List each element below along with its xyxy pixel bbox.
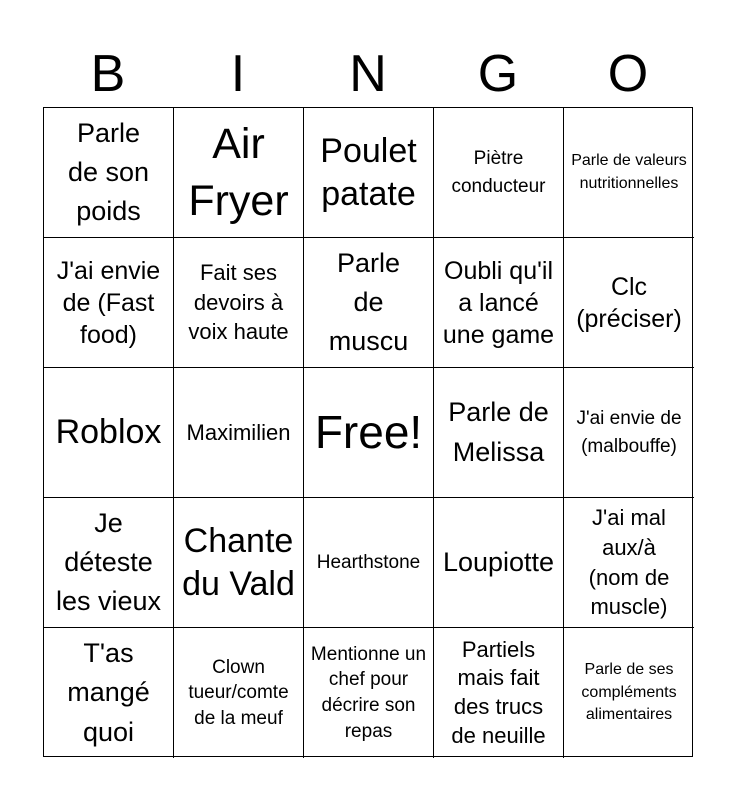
bingo-cell[interactable] xyxy=(44,238,174,368)
cell-text: T'as mangé quoi xyxy=(67,638,150,747)
bingo-cell[interactable] xyxy=(44,108,174,238)
bingo-cell[interactable] xyxy=(434,368,564,498)
cell-text: Parle de valeurs nutritionnelles xyxy=(571,152,687,192)
bingo-cell[interactable] xyxy=(304,628,434,758)
free-cell[interactable] xyxy=(304,368,434,498)
cell-text: Oubli qu'il a lancé une game xyxy=(442,256,555,349)
bingo-cell[interactable] xyxy=(434,498,564,628)
cell-text: J'ai envie de (malbouffe) xyxy=(576,407,682,457)
free-text: Free! xyxy=(314,406,423,459)
bingo-cell[interactable] xyxy=(564,498,694,628)
bingo-grid xyxy=(43,107,693,757)
header-letter-g: G xyxy=(477,45,519,103)
bingo-cell[interactable] xyxy=(434,108,564,238)
cell-text: Maximilien xyxy=(186,419,291,445)
bingo-cell[interactable] xyxy=(434,628,564,758)
bingo-cell[interactable] xyxy=(174,628,304,758)
bingo-cell[interactable] xyxy=(44,628,174,758)
cell-text: Loupiotte xyxy=(442,546,555,577)
bingo-cell[interactable] xyxy=(174,108,304,238)
cell-text: Poulet patate xyxy=(320,132,417,213)
header-letter-n: N xyxy=(349,45,387,103)
bingo-cell[interactable] xyxy=(304,498,434,628)
cell-text: J'ai mal aux/à (nom de muscle) xyxy=(588,504,670,620)
cell-text: Roblox xyxy=(55,413,162,452)
bingo-cell[interactable] xyxy=(564,238,694,368)
bingo-cell[interactable] xyxy=(44,498,174,628)
cell-text: Air Fryer xyxy=(188,119,289,225)
cell-text: Hearthstone xyxy=(316,551,421,573)
cell-text: Parle de son poids xyxy=(67,117,150,227)
cell-text: Parle de Melissa xyxy=(448,397,549,467)
header-letter-i: I xyxy=(230,45,246,103)
bingo-cell[interactable] xyxy=(304,108,434,238)
cell-text: Chante du Vald xyxy=(182,522,295,603)
cell-text: Partiels mais fait des trucs de neuille xyxy=(451,636,546,748)
bingo-cell[interactable] xyxy=(564,108,694,238)
cell-text: Clc (préciser) xyxy=(576,272,682,333)
cell-text: Mentionne un chef pour décrire son repas xyxy=(310,643,427,742)
cell-text: Parle de ses compléments alimentaires xyxy=(581,661,677,724)
header-letter-b: B xyxy=(90,45,126,103)
cell-text: Fait ses devoirs à voix haute xyxy=(188,259,289,345)
bingo-cell[interactable] xyxy=(564,368,694,498)
bingo-cell[interactable] xyxy=(174,368,304,498)
header-letter-o: O xyxy=(607,45,649,103)
bingo-cell[interactable] xyxy=(434,238,564,368)
cell-text: Parle de muscu xyxy=(328,247,409,357)
cell-text: Piètre conducteur xyxy=(451,147,546,197)
cell-text: Je déteste les vieux xyxy=(55,507,162,617)
bingo-cell[interactable] xyxy=(304,238,434,368)
bingo-cell[interactable] xyxy=(174,238,304,368)
bingo-cell[interactable] xyxy=(44,368,174,498)
bingo-header xyxy=(43,40,693,108)
cell-text: J'ai envie de (Fast food) xyxy=(56,256,161,349)
cell-text: Clown tueur/comte de la meuf xyxy=(188,656,289,729)
bingo-cell[interactable] xyxy=(174,498,304,628)
bingo-cell[interactable] xyxy=(564,628,694,758)
